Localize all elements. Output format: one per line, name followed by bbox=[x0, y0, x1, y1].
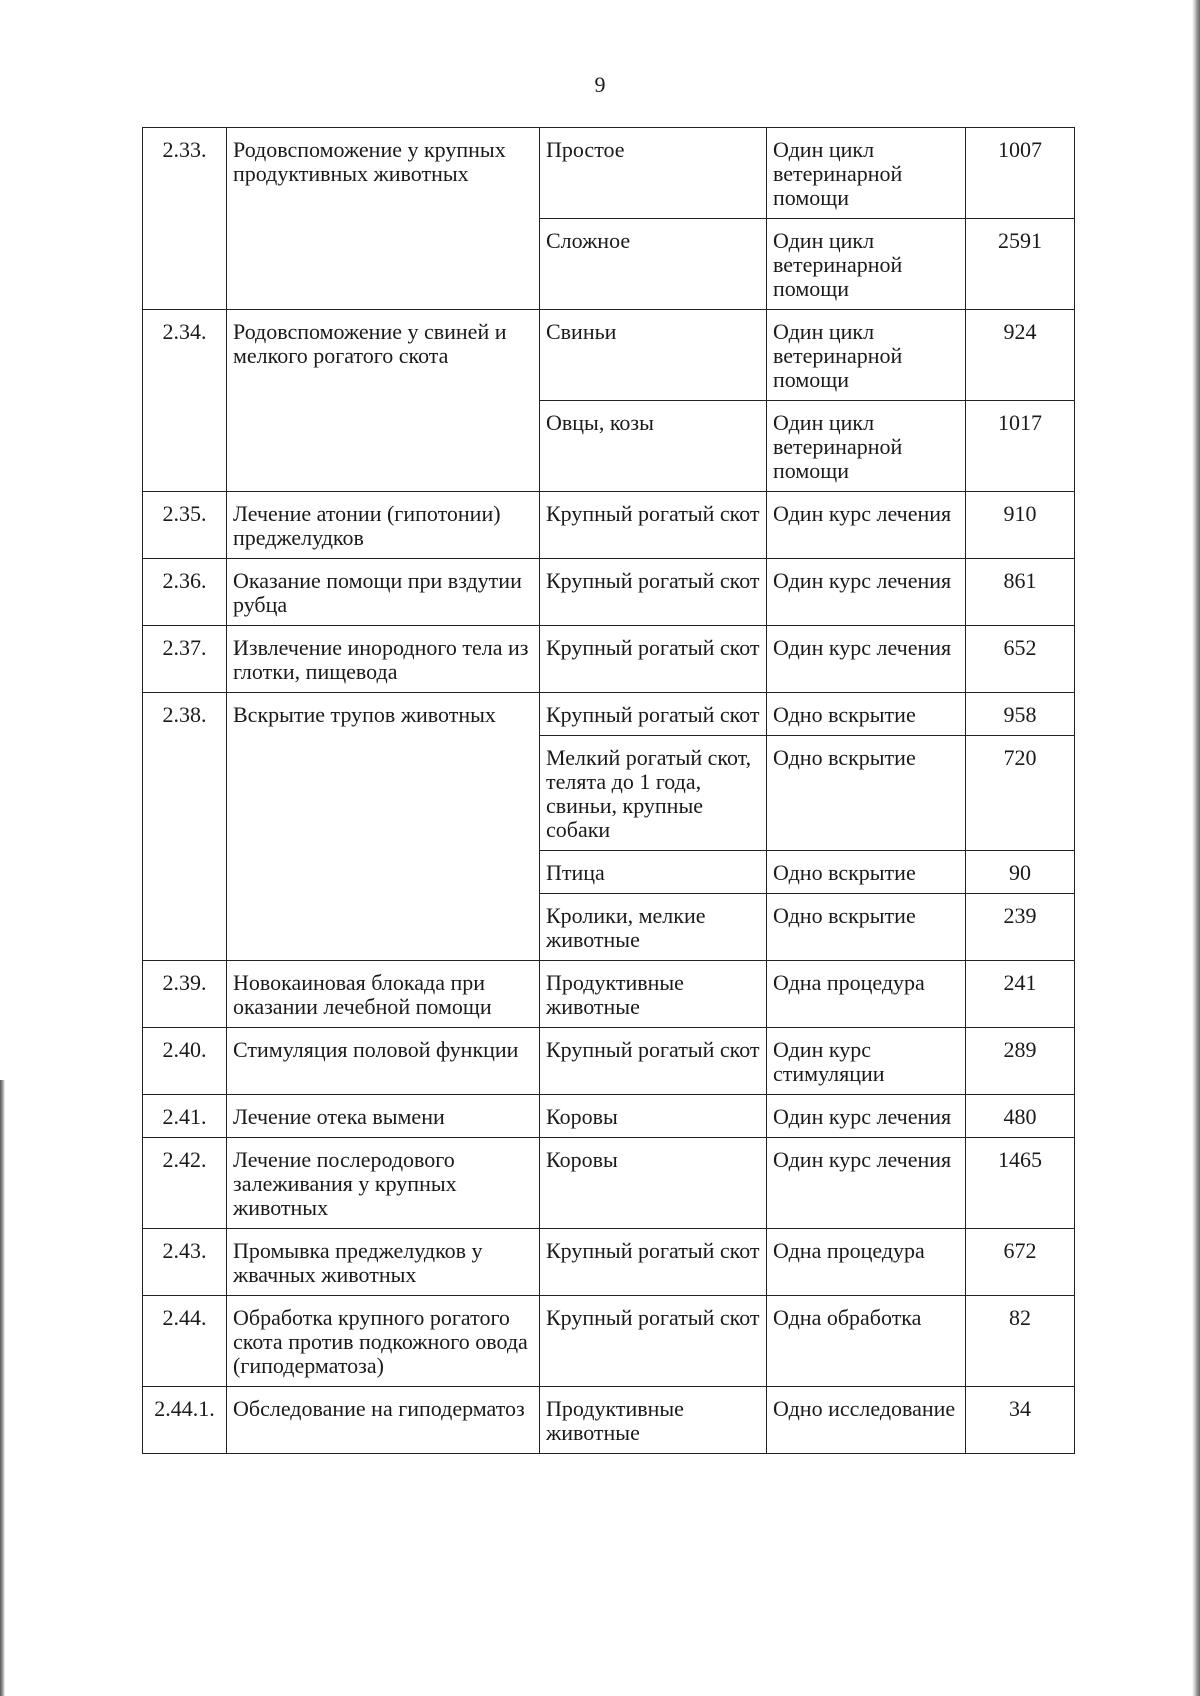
table-row bbox=[143, 693, 1075, 736]
price: 90 bbox=[966, 851, 1075, 894]
service-name: Обработка крупного рогатого скота против подкожного овода (гиподерматоза) bbox=[227, 1296, 540, 1387]
item-code: 2.39. bbox=[143, 961, 227, 1028]
animal-category: Птица bbox=[540, 851, 767, 894]
service-name: Лечение послеродового залеживания у крупных животных bbox=[227, 1138, 540, 1229]
service-name: Новокаиновая блокада при оказании лечебной помощи bbox=[227, 961, 540, 1028]
animal-category: Простое bbox=[540, 128, 767, 219]
unit-of-service: Один курс лечения bbox=[767, 626, 966, 693]
item-code: 2.35. bbox=[143, 492, 227, 559]
service-name: Лечение отека вымени bbox=[227, 1095, 540, 1138]
animal-category: Свиньи bbox=[540, 310, 767, 401]
animal-category: Мелкий рогатый скот, телята до 1 года, свиньи, крупные собаки bbox=[540, 736, 767, 851]
table-row bbox=[143, 1387, 1075, 1454]
unit-of-service: Одно исследование bbox=[767, 1387, 966, 1454]
item-code: 2.44. bbox=[143, 1296, 227, 1387]
price: 2591 bbox=[966, 219, 1075, 310]
service-name: Оказание помощи при вздутии рубца bbox=[227, 559, 540, 626]
service-name: Промывка преджелудков у жвачных животных bbox=[227, 1229, 540, 1296]
item-code: 2.44.1. bbox=[143, 1387, 227, 1454]
service-name: Родовспоможение у свиней и мелкого рогатого скота bbox=[227, 310, 540, 492]
table-row bbox=[143, 1296, 1075, 1387]
unit-of-service: Один цикл ветеринарной помощи bbox=[767, 401, 966, 492]
table-row bbox=[143, 1138, 1075, 1229]
table-row bbox=[143, 559, 1075, 626]
scan-edge-left bbox=[0, 1080, 5, 1696]
price: 480 bbox=[966, 1095, 1075, 1138]
table-row bbox=[143, 961, 1075, 1028]
price: 958 bbox=[966, 693, 1075, 736]
table-row bbox=[143, 1028, 1075, 1095]
unit-of-service: Один курс лечения bbox=[767, 1095, 966, 1138]
animal-category: Коровы bbox=[540, 1095, 767, 1138]
page-number: 9 bbox=[594, 72, 606, 97]
service-name: Родовспоможение у крупных продуктивных животных bbox=[227, 128, 540, 310]
service-name: Лечение атонии (гипотонии) преджелудков bbox=[227, 492, 540, 559]
item-code: 2.42. bbox=[143, 1138, 227, 1229]
unit-of-service: Одна обработка bbox=[767, 1296, 966, 1387]
item-code: 2.37. bbox=[143, 626, 227, 693]
price: 82 bbox=[966, 1296, 1075, 1387]
unit-of-service: Одно вскрытие bbox=[767, 736, 966, 851]
unit-of-service: Один курс стимуляции bbox=[767, 1028, 966, 1095]
animal-category: Крупный рогатый скот bbox=[540, 1229, 767, 1296]
unit-of-service: Одно вскрытие bbox=[767, 693, 966, 736]
unit-of-service: Один курс лечения bbox=[767, 559, 966, 626]
table-row bbox=[143, 128, 1075, 219]
service-name: Вскрытие трупов животных bbox=[227, 693, 540, 961]
price: 34 bbox=[966, 1387, 1075, 1454]
table-row bbox=[143, 310, 1075, 401]
scan-edge-right bbox=[1192, 0, 1200, 1696]
price: 720 bbox=[966, 736, 1075, 851]
item-code: 2.38. bbox=[143, 693, 227, 961]
price: 652 bbox=[966, 626, 1075, 693]
animal-category: Коровы bbox=[540, 1138, 767, 1229]
tariff-table-body bbox=[143, 128, 1075, 1454]
tariff-table bbox=[142, 127, 1075, 1454]
animal-category: Продуктивные животные bbox=[540, 1387, 767, 1454]
service-name: Извлечение инородного тела из глотки, пищевода bbox=[227, 626, 540, 693]
item-code: 2.40. bbox=[143, 1028, 227, 1095]
price: 289 bbox=[966, 1028, 1075, 1095]
animal-category: Крупный рогатый скот bbox=[540, 559, 767, 626]
price: 910 bbox=[966, 492, 1075, 559]
table-row bbox=[143, 1229, 1075, 1296]
unit-of-service: Один цикл ветеринарной помощи bbox=[767, 310, 966, 401]
animal-category: Продуктивные животные bbox=[540, 961, 767, 1028]
table-row bbox=[143, 1095, 1075, 1138]
unit-of-service: Одно вскрытие bbox=[767, 851, 966, 894]
price: 239 bbox=[966, 894, 1075, 961]
animal-category: Крупный рогатый скот bbox=[540, 1296, 767, 1387]
service-name: Стимуляция половой функции bbox=[227, 1028, 540, 1095]
price: 1007 bbox=[966, 128, 1075, 219]
item-code: 2.41. bbox=[143, 1095, 227, 1138]
price: 924 bbox=[966, 310, 1075, 401]
table-row bbox=[143, 626, 1075, 693]
item-code: 2.43. bbox=[143, 1229, 227, 1296]
unit-of-service: Одно вскрытие bbox=[767, 894, 966, 961]
animal-category: Сложное bbox=[540, 219, 767, 310]
price: 1465 bbox=[966, 1138, 1075, 1229]
unit-of-service: Один курс лечения bbox=[767, 1138, 966, 1229]
price: 241 bbox=[966, 961, 1075, 1028]
price: 861 bbox=[966, 559, 1075, 626]
unit-of-service: Одна процедура bbox=[767, 961, 966, 1028]
animal-category: Крупный рогатый скот bbox=[540, 693, 767, 736]
animal-category: Крупный рогатый скот bbox=[540, 492, 767, 559]
table-row bbox=[143, 492, 1075, 559]
animal-category: Кролики, мелкие животные bbox=[540, 894, 767, 961]
item-code: 2.36. bbox=[143, 559, 227, 626]
unit-of-service: Один курс лечения bbox=[767, 492, 966, 559]
animal-category: Крупный рогатый скот bbox=[540, 1028, 767, 1095]
item-code: 2.34. bbox=[143, 310, 227, 492]
service-name: Обследование на гиподерматоз bbox=[227, 1387, 540, 1454]
price: 1017 bbox=[966, 401, 1075, 492]
unit-of-service: Один цикл ветеринарной помощи bbox=[767, 219, 966, 310]
unit-of-service: Одна процедура bbox=[767, 1229, 966, 1296]
price: 672 bbox=[966, 1229, 1075, 1296]
animal-category: Крупный рогатый скот bbox=[540, 626, 767, 693]
item-code: 2.33. bbox=[143, 128, 227, 310]
unit-of-service: Один цикл ветеринарной помощи bbox=[767, 128, 966, 219]
animal-category: Овцы, козы bbox=[540, 401, 767, 492]
